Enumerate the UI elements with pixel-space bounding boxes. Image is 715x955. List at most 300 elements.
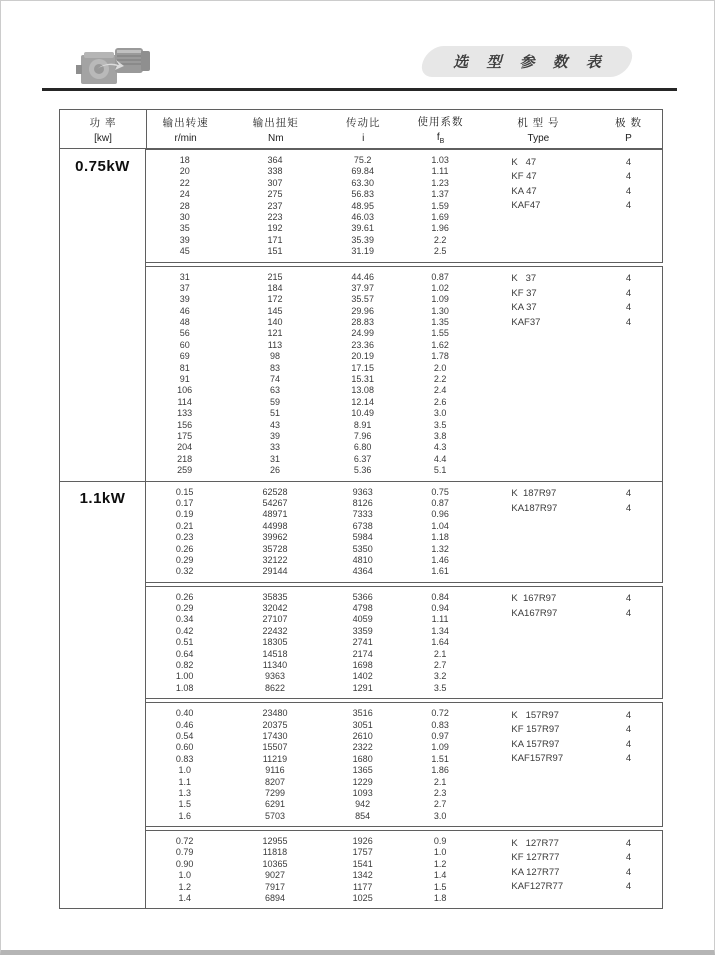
model-type-name: KAF127R77 xyxy=(511,881,564,893)
output-torque-value: 7299 xyxy=(264,787,285,798)
ratio-value: 48.95 xyxy=(351,200,374,211)
model-type-row xyxy=(481,723,662,738)
ratio-value: 5350 xyxy=(352,543,373,554)
output-torque-value: 307 xyxy=(267,177,283,188)
ratio-value: 4798 xyxy=(352,603,373,614)
service-factor-value: 3.0 xyxy=(433,408,447,419)
c-nm-column xyxy=(223,592,326,695)
output-torque-value: 51 xyxy=(269,408,280,419)
c-rpm-column xyxy=(146,592,223,695)
model-type-name: K 187R97 xyxy=(511,488,557,500)
output-speed-value: 1.0 xyxy=(178,870,191,881)
output-speed-value: 0.34 xyxy=(175,614,194,625)
model-types-column xyxy=(481,155,662,258)
table-header-row xyxy=(59,109,663,149)
service-factor-value: 2.7 xyxy=(433,660,447,671)
ratio-value: 1680 xyxy=(352,753,373,764)
service-factor-value: 1.61 xyxy=(431,566,449,577)
output-speed-value: 0.19 xyxy=(175,509,194,520)
service-factor-value: 1.96 xyxy=(431,223,449,234)
c-i-column xyxy=(327,708,399,822)
service-factor-value: 3.2 xyxy=(433,671,447,682)
output-speed-value: 0.51 xyxy=(175,637,194,648)
output-torque-value: 11818 xyxy=(262,847,288,858)
service-factor-value: 0.87 xyxy=(431,271,449,282)
ratio-value: 2741 xyxy=(352,637,373,648)
power-label: 1.1kW xyxy=(79,489,126,507)
ratio-group xyxy=(146,266,663,482)
column-header-power: 功 率 [kw] xyxy=(60,110,147,148)
output-speed-value: 0.42 xyxy=(175,625,194,636)
output-torque-value: 63 xyxy=(269,385,280,396)
ratio-group xyxy=(146,586,663,700)
c-nm-column xyxy=(223,272,326,477)
c-nm-column xyxy=(223,487,326,578)
model-types-list xyxy=(481,155,662,213)
output-speed-value: 45 xyxy=(179,246,190,257)
model-type-name: KA 37 xyxy=(511,302,537,314)
selection-parameter-table xyxy=(59,109,663,909)
output-speed-value: 46 xyxy=(179,305,190,316)
ratio-value: 5984 xyxy=(352,532,373,543)
output-torque-value: 59 xyxy=(269,396,280,407)
ratio-value: 63.30 xyxy=(351,177,374,188)
column-header-ratio: 传动比 i xyxy=(346,116,381,144)
model-type-name: K 167R97 xyxy=(511,593,557,605)
output-speed-value: 0.90 xyxy=(175,858,194,869)
service-factor-value: 1.03 xyxy=(431,155,449,165)
power-cell xyxy=(59,149,146,482)
model-type-name: KA 127R77 xyxy=(511,866,560,878)
column-header-output-torque: 输出扭矩 Nm xyxy=(252,116,299,144)
power-section xyxy=(59,149,663,482)
poles-value: 4 xyxy=(625,185,632,197)
service-factor-value: 1.55 xyxy=(431,328,449,339)
output-torque-value: 20375 xyxy=(262,719,288,730)
c-i-column xyxy=(327,487,399,578)
service-factor-value: 2.5 xyxy=(433,246,447,257)
poles-value: 4 xyxy=(625,488,632,500)
output-torque-value: 338 xyxy=(267,166,283,177)
output-torque-value: 9027 xyxy=(264,870,285,881)
output-speed-value: 20 xyxy=(179,166,190,177)
output-speed-value: 18 xyxy=(179,155,190,165)
output-torque-value: 44998 xyxy=(262,520,288,531)
output-torque-value: 48971 xyxy=(262,509,288,520)
service-factor-value: 1.30 xyxy=(431,305,449,316)
output-speed-value: 48 xyxy=(179,317,190,328)
c-rpm-column xyxy=(146,272,223,477)
model-type-name: KF 157R97 xyxy=(511,724,560,736)
output-torque-value: 215 xyxy=(267,271,283,282)
output-torque-value: 22432 xyxy=(262,625,288,636)
model-types-list xyxy=(481,272,662,330)
ratio-value: 24.99 xyxy=(351,328,374,339)
c-i-column xyxy=(327,836,399,904)
service-factor-value: 2.2 xyxy=(433,374,447,385)
poles-value: 4 xyxy=(625,593,632,605)
output-speed-value: 1.3 xyxy=(178,787,191,798)
model-type-row xyxy=(481,184,662,199)
model-types-column xyxy=(481,592,662,695)
service-factor-value: 1.62 xyxy=(431,339,449,350)
ratio-value: 1698 xyxy=(352,660,373,671)
output-speed-value: 56 xyxy=(179,328,190,339)
output-speed-value: 259 xyxy=(177,465,193,476)
poles-value: 4 xyxy=(625,156,632,168)
service-factor-value: 0.83 xyxy=(431,719,449,730)
model-type-row xyxy=(481,606,662,621)
ratio-group xyxy=(146,702,663,827)
c-nm-column xyxy=(223,155,326,258)
poles-value: 4 xyxy=(625,316,632,328)
poles-value: 4 xyxy=(625,607,632,619)
ratio-value: 6738 xyxy=(352,520,373,531)
model-type-row xyxy=(481,199,662,214)
output-torque-value: 62528 xyxy=(262,486,288,497)
output-speed-value: 0.17 xyxy=(175,497,194,508)
ratio-value: 3359 xyxy=(352,625,373,636)
ratio-groups xyxy=(146,149,663,482)
service-factor-value: 3.0 xyxy=(433,810,447,821)
model-type-row xyxy=(481,487,662,502)
column-header-poles: 极 数 P xyxy=(615,116,642,144)
output-torque-value: 11219 xyxy=(262,753,288,764)
output-speed-value: 175 xyxy=(177,430,193,441)
c-i-column xyxy=(327,592,399,695)
poles-value: 4 xyxy=(625,724,632,736)
power-section xyxy=(59,481,663,910)
output-speed-value: 133 xyxy=(177,408,193,419)
c-nm-column xyxy=(223,708,326,822)
poles-value: 4 xyxy=(625,709,632,721)
ratio-value: 8126 xyxy=(352,497,373,508)
column-header-service-factor: 使用系数 $f_B$ xyxy=(417,115,464,145)
gearmotor-logo-image xyxy=(75,39,167,89)
c-i-column xyxy=(327,155,399,258)
service-factor-value: 1.04 xyxy=(431,520,449,531)
service-factor-value: 2.3 xyxy=(433,787,447,798)
ratio-groups xyxy=(146,481,663,910)
column-header-output-speed: 输出转速 r/min xyxy=(162,116,209,144)
output-torque-value: 192 xyxy=(267,223,283,234)
output-torque-value: 145 xyxy=(267,305,283,316)
ratio-group xyxy=(146,149,663,263)
model-type-row xyxy=(481,865,662,880)
model-type-row xyxy=(481,752,662,767)
output-speed-value: 0.46 xyxy=(175,719,194,730)
poles-value: 4 xyxy=(625,273,632,285)
ratio-value: 23.36 xyxy=(351,339,374,350)
ratio-value: 4810 xyxy=(352,554,373,565)
model-type-name: KA 157R97 xyxy=(511,738,560,750)
output-torque-value: 9116 xyxy=(265,765,285,776)
output-torque-value: 54267 xyxy=(262,497,288,508)
output-torque-value: 171 xyxy=(267,234,283,245)
output-speed-value: 0.15 xyxy=(175,486,194,497)
service-factor-value: 1.69 xyxy=(431,211,449,222)
output-speed-value: 1.1 xyxy=(178,776,191,787)
c-i-column xyxy=(327,272,399,477)
c-rpm-column xyxy=(146,708,223,822)
model-type-name: K 157R97 xyxy=(511,709,559,721)
service-factor-value: 1.09 xyxy=(431,742,449,753)
c-rpm-column xyxy=(146,155,223,258)
model-types-list xyxy=(481,708,662,766)
service-factor-value: 3.8 xyxy=(433,430,447,441)
service-factor-value: 4.4 xyxy=(433,453,447,464)
output-torque-value: 98 xyxy=(269,351,280,362)
output-torque-value: 5703 xyxy=(264,810,285,821)
model-type-name: KAF157R97 xyxy=(511,753,564,765)
output-speed-value: 24 xyxy=(179,189,190,200)
model-type-row xyxy=(481,737,662,752)
service-factor-value: 1.46 xyxy=(431,554,449,565)
service-factor-value: 2.6 xyxy=(433,396,447,407)
poles-value: 4 xyxy=(625,502,632,514)
output-speed-value: 22 xyxy=(179,177,190,188)
ratio-value: 69.84 xyxy=(351,166,374,177)
output-speed-value: 0.32 xyxy=(175,566,194,577)
model-type-row xyxy=(481,170,662,185)
service-factor-value: 0.9 xyxy=(433,836,447,847)
c-fb-column xyxy=(399,592,482,695)
ratio-value: 37.97 xyxy=(351,282,374,293)
service-factor-value: 0.96 xyxy=(431,509,449,520)
output-speed-value: 0.23 xyxy=(175,532,194,543)
service-factor-value: 1.11 xyxy=(431,614,449,625)
model-type-row xyxy=(481,155,662,170)
gearmotor-illustration xyxy=(75,39,167,89)
output-torque-value: 364 xyxy=(267,155,283,165)
output-torque-value: 31 xyxy=(269,453,280,464)
output-torque-value: 151 xyxy=(267,246,283,257)
output-speed-value: 31 xyxy=(179,271,190,282)
service-factor-value: 0.97 xyxy=(431,730,449,741)
service-factor-value: 1.4 xyxy=(433,870,447,881)
model-types-list xyxy=(481,487,662,516)
model-type-row xyxy=(481,315,662,330)
service-factor-value: 1.18 xyxy=(431,532,449,543)
output-speed-value: 0.26 xyxy=(175,543,194,554)
c-fb-column xyxy=(399,272,482,477)
ratio-value: 8.91 xyxy=(353,419,372,430)
output-torque-value: 6291 xyxy=(264,799,285,810)
service-factor-value: 1.59 xyxy=(431,200,449,211)
output-torque-value: 121 xyxy=(267,328,283,339)
poles-value: 4 xyxy=(625,753,632,765)
c-rpm-column xyxy=(146,836,223,904)
output-torque-value: 7917 xyxy=(264,881,285,892)
output-speed-value: 0.40 xyxy=(175,708,194,719)
output-speed-value: 35 xyxy=(179,223,190,234)
model-type-row xyxy=(481,501,662,516)
output-torque-value: 29144 xyxy=(262,566,288,577)
service-factor-value: 1.32 xyxy=(431,543,449,554)
model-types-list xyxy=(481,836,662,894)
service-factor-value: 2.0 xyxy=(433,362,447,373)
ratio-value: 5.36 xyxy=(353,465,372,476)
service-factor-value: 1.51 xyxy=(431,753,449,764)
output-torque-value: 18305 xyxy=(262,637,288,648)
service-factor-value: 1.02 xyxy=(431,282,449,293)
ratio-value: 2322 xyxy=(352,742,373,753)
output-torque-value: 113 xyxy=(267,339,283,350)
table-body xyxy=(59,149,663,909)
ratio-value: 35.39 xyxy=(351,234,374,245)
ratio-value: 1926 xyxy=(352,836,373,847)
ratio-value: 7333 xyxy=(352,509,373,520)
output-speed-value: 91 xyxy=(179,374,190,385)
output-speed-value: 69 xyxy=(179,351,190,362)
output-torque-value: 23480 xyxy=(262,708,288,719)
output-torque-value: 11340 xyxy=(262,660,288,671)
service-factor-value: 2.1 xyxy=(433,776,447,787)
model-type-row xyxy=(481,851,662,866)
output-speed-value: 1.0 xyxy=(178,765,191,776)
service-factor-value: 0.87 xyxy=(431,497,449,508)
service-factor-value: 1.86 xyxy=(431,765,449,776)
model-type-name: KF 127R77 xyxy=(511,852,560,864)
header-divider-rule xyxy=(42,88,677,91)
service-factor-value: 1.11 xyxy=(431,166,449,177)
model-types-list xyxy=(481,592,662,621)
power-label: 0.75kW xyxy=(75,158,130,175)
output-torque-value: 10365 xyxy=(262,858,288,869)
output-speed-value: 218 xyxy=(177,453,193,464)
service-factor-value: 2.1 xyxy=(433,648,447,659)
output-speed-value: 60 xyxy=(179,339,190,350)
service-factor-value: 1.23 xyxy=(431,177,449,188)
ratio-value: 1177 xyxy=(353,881,373,892)
model-type-row xyxy=(481,880,662,895)
output-torque-value: 15507 xyxy=(262,742,288,753)
service-factor-value: 0.75 xyxy=(431,486,449,497)
ratio-value: 1365 xyxy=(352,765,373,776)
service-factor-value: 1.35 xyxy=(431,317,449,328)
service-factor-value: 1.64 xyxy=(431,637,449,648)
ratio-value: 44.46 xyxy=(351,271,374,282)
service-factor-value: 1.78 xyxy=(431,351,449,362)
ratio-value: 3051 xyxy=(352,719,373,730)
c-fb-column xyxy=(399,487,482,578)
output-torque-value: 6894 xyxy=(264,893,285,904)
service-factor-value: 1.37 xyxy=(431,189,449,200)
ratio-value: 13.08 xyxy=(351,385,374,396)
output-speed-value: 1.6 xyxy=(178,810,191,821)
output-torque-value: 83 xyxy=(269,362,280,373)
poles-value: 4 xyxy=(625,881,632,893)
output-speed-value: 1.2 xyxy=(178,881,191,892)
ratio-value: 39.61 xyxy=(351,223,374,234)
service-factor-value: 1.2 xyxy=(433,858,447,869)
ratio-value: 2174 xyxy=(352,648,373,659)
output-torque-value: 184 xyxy=(267,282,283,293)
output-torque-value: 35835 xyxy=(262,591,288,602)
model-type-row xyxy=(481,592,662,607)
ratio-value: 6.80 xyxy=(353,442,372,453)
output-torque-value: 32122 xyxy=(262,554,288,565)
c-fb-column xyxy=(399,836,482,904)
output-speed-value: 114 xyxy=(177,396,192,407)
service-factor-value: 2.2 xyxy=(433,234,447,245)
poles-value: 4 xyxy=(625,287,632,299)
page-title-banner xyxy=(423,46,631,77)
ratio-value: 9363 xyxy=(352,486,373,497)
output-torque-value: 74 xyxy=(269,374,280,385)
ratio-value: 5366 xyxy=(352,591,373,602)
poles-value: 4 xyxy=(625,302,632,314)
ratio-value: 4059 xyxy=(352,614,373,625)
poles-value: 4 xyxy=(625,738,632,750)
ratio-value: 1093 xyxy=(352,787,373,798)
poles-value: 4 xyxy=(625,852,632,864)
output-torque-value: 12955 xyxy=(262,836,288,847)
ratio-value: 46.03 xyxy=(351,211,374,222)
model-type-name: KF 37 xyxy=(511,287,537,299)
model-type-name: KA167R97 xyxy=(511,607,558,619)
model-type-name: KF 47 xyxy=(511,171,537,183)
output-speed-value: 0.54 xyxy=(175,730,194,741)
service-factor-value: 1.34 xyxy=(431,625,449,636)
ratio-value: 7.96 xyxy=(353,430,372,441)
output-speed-value: 0.29 xyxy=(175,603,194,614)
output-speed-value: 81 xyxy=(179,362,190,373)
ratio-value: 3516 xyxy=(352,708,373,719)
c-nm-column xyxy=(223,836,326,904)
model-type-row xyxy=(481,301,662,316)
c-fb-column xyxy=(399,155,482,258)
model-type-name: KAF47 xyxy=(511,200,541,212)
power-cell xyxy=(59,481,146,910)
ratio-value: 2610 xyxy=(352,730,373,741)
ratio-value: 1342 xyxy=(352,870,373,881)
output-torque-value: 27107 xyxy=(262,614,288,625)
output-speed-value: 1.08 xyxy=(175,682,194,693)
service-factor-value: 4.3 xyxy=(433,442,447,453)
ratio-value: 1757 xyxy=(352,847,373,858)
ratio-value: 17.15 xyxy=(351,362,374,373)
output-speed-value: 204 xyxy=(177,442,193,453)
output-speed-value: 0.64 xyxy=(175,648,194,659)
output-torque-value: 32042 xyxy=(262,603,288,614)
output-speed-value: 0.21 xyxy=(175,520,194,531)
service-factor-value: 1.8 xyxy=(433,893,447,904)
model-type-row xyxy=(481,708,662,723)
ratio-value: 1541 xyxy=(352,858,373,869)
poles-value: 4 xyxy=(625,837,632,849)
service-factor-value: 0.72 xyxy=(431,708,449,719)
ratio-value: 854 xyxy=(355,810,371,821)
ratio-value: 6.37 xyxy=(353,453,372,464)
model-type-row xyxy=(481,272,662,287)
model-type-name: K 127R77 xyxy=(511,837,559,849)
service-factor-value: 3.5 xyxy=(433,682,447,693)
output-torque-value: 9363 xyxy=(264,671,285,682)
output-speed-value: 0.82 xyxy=(175,660,194,671)
output-torque-value: 43 xyxy=(269,419,280,430)
model-types-column xyxy=(481,272,662,477)
output-torque-value: 172 xyxy=(267,294,283,305)
output-torque-value: 223 xyxy=(267,211,283,222)
poles-value: 4 xyxy=(625,171,632,183)
ratio-value: 1402 xyxy=(352,671,373,682)
poles-value: 4 xyxy=(625,200,632,212)
output-torque-value: 275 xyxy=(267,189,283,200)
service-factor-value: 1.5 xyxy=(433,881,447,892)
ratio-value: 29.96 xyxy=(351,305,374,316)
output-speed-value: 0.79 xyxy=(175,847,194,858)
